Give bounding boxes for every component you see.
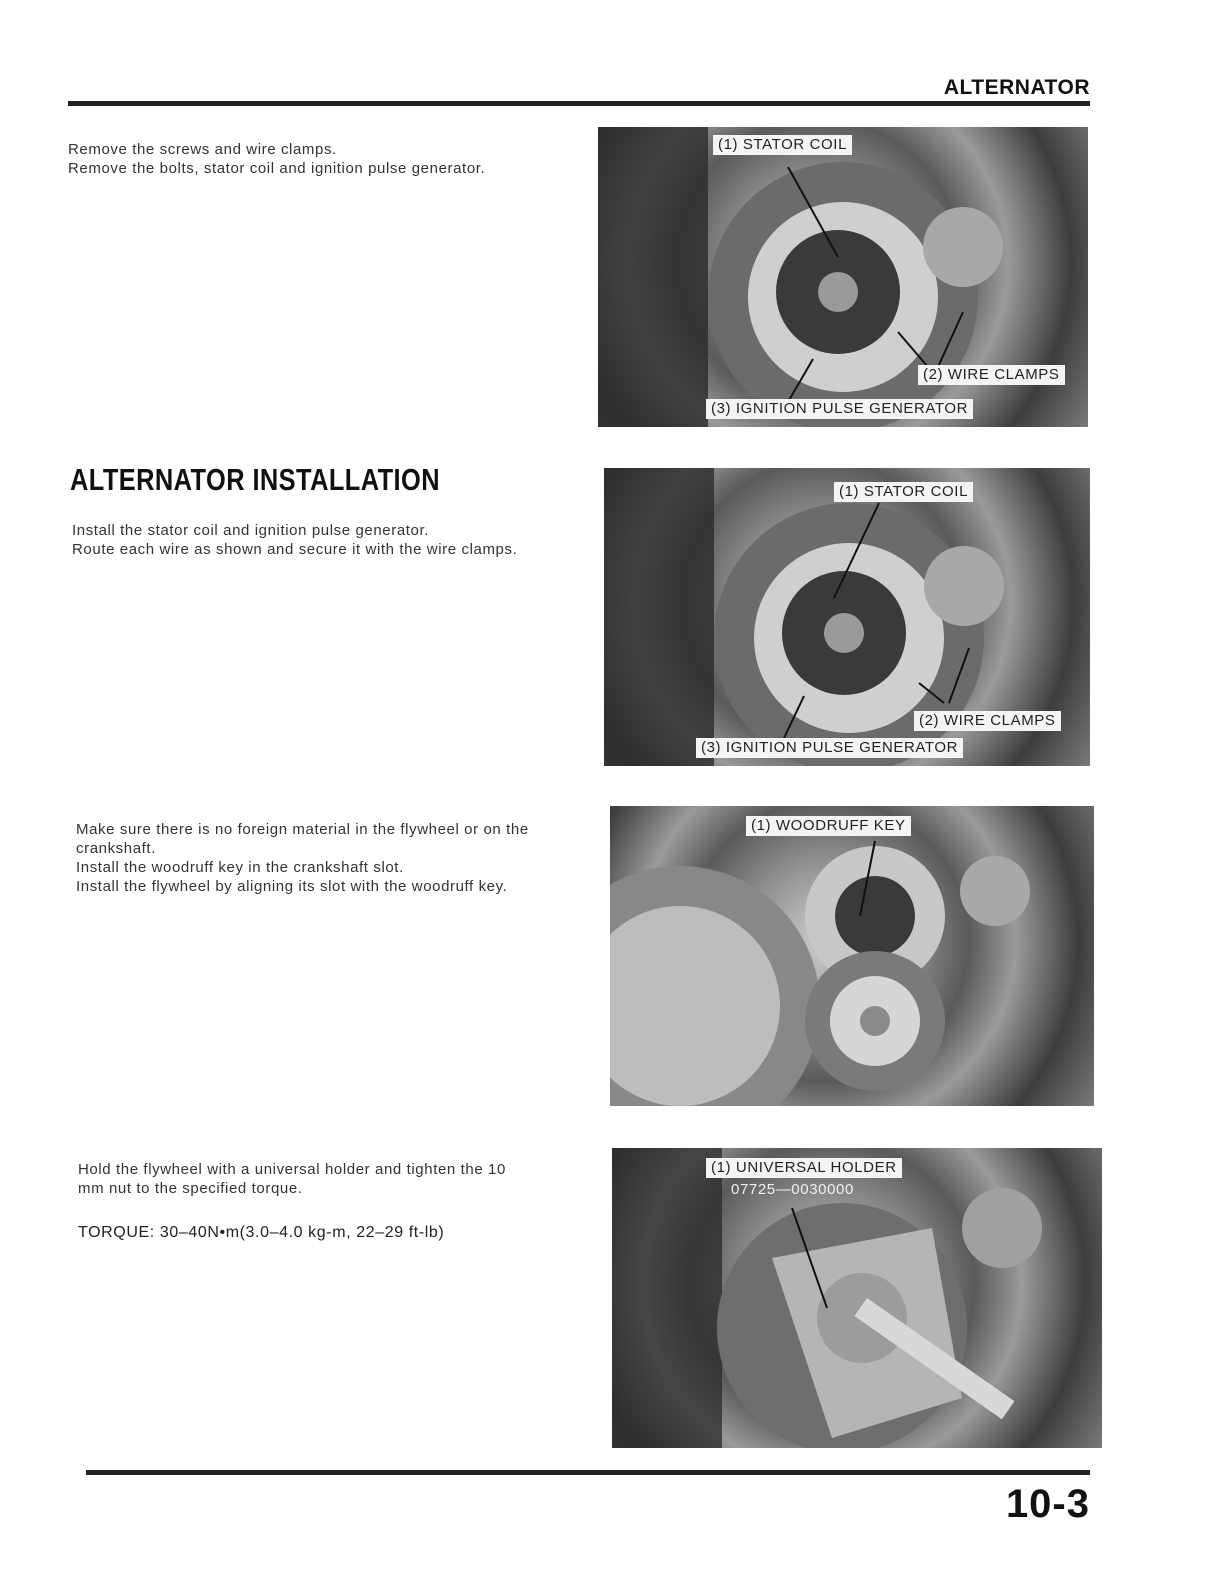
label-woodruff-key: (1) WOODRUFF KEY: [746, 816, 911, 836]
label-wire-clamps: (2) WIRE CLAMPS: [914, 711, 1061, 731]
instruction-line: Route each wire as shown and secure it with the wire clamps.: [72, 541, 518, 558]
footer-rule: [86, 1470, 1090, 1475]
removal-instructions: [68, 140, 578, 178]
label-ignition-pulse-generator: (3) IGNITION PULSE GENERATOR: [706, 399, 973, 419]
photo-illustration: [610, 806, 1094, 1106]
woodruff-key-photo: [610, 806, 1094, 1106]
flywheel-instructions: [76, 820, 596, 896]
instruction-line: Make sure there is no foreign material in the flywheel or on the: [76, 821, 529, 838]
stator-installation-photo: [604, 468, 1090, 766]
installation-instructions: [72, 521, 592, 559]
instruction-line: Remove the bolts, stator coil and ignition pulse generator.: [68, 160, 486, 177]
torque-spec: TORQUE: 30–40N•m(3.0–4.0 kg-m, 22–29 ft-lb): [78, 1224, 445, 1241]
instruction-line: Install the woodruff key in the crankshaft slot.: [76, 859, 404, 876]
section-title: ALTERNATOR INSTALLATION: [70, 462, 440, 497]
label-stator-coil: (1) STATOR COIL: [834, 482, 973, 502]
header-rule: [68, 101, 1090, 106]
instruction-line: Remove the screws and wire clamps.: [68, 141, 337, 158]
universal-holder-photo: [612, 1148, 1102, 1448]
stator-removal-photo: [598, 127, 1088, 427]
label-ignition-pulse-generator: (3) IGNITION PULSE GENERATOR: [696, 738, 963, 758]
instruction-line: crankshaft.: [76, 840, 156, 857]
instruction-line: Hold the flywheel with a universal holder and tighten the 10: [78, 1161, 506, 1178]
label-universal-holder: (1) UNIVERSAL HOLDER: [706, 1158, 902, 1178]
label-wire-clamps: (2) WIRE CLAMPS: [918, 365, 1065, 385]
label-tool-number: 07725—0030000: [731, 1181, 854, 1198]
tightening-instructions: [78, 1160, 598, 1198]
instruction-line: mm nut to the specified torque.: [78, 1180, 303, 1197]
instruction-line: Install the flywheel by aligning its slot with the woodruff key.: [76, 878, 508, 895]
label-stator-coil: (1) STATOR COIL: [713, 135, 852, 155]
page-header-title: ALTERNATOR: [943, 76, 1090, 99]
page-number: 10-3: [1005, 1482, 1090, 1526]
instruction-line: Install the stator coil and ignition pulse generator.: [72, 522, 430, 539]
